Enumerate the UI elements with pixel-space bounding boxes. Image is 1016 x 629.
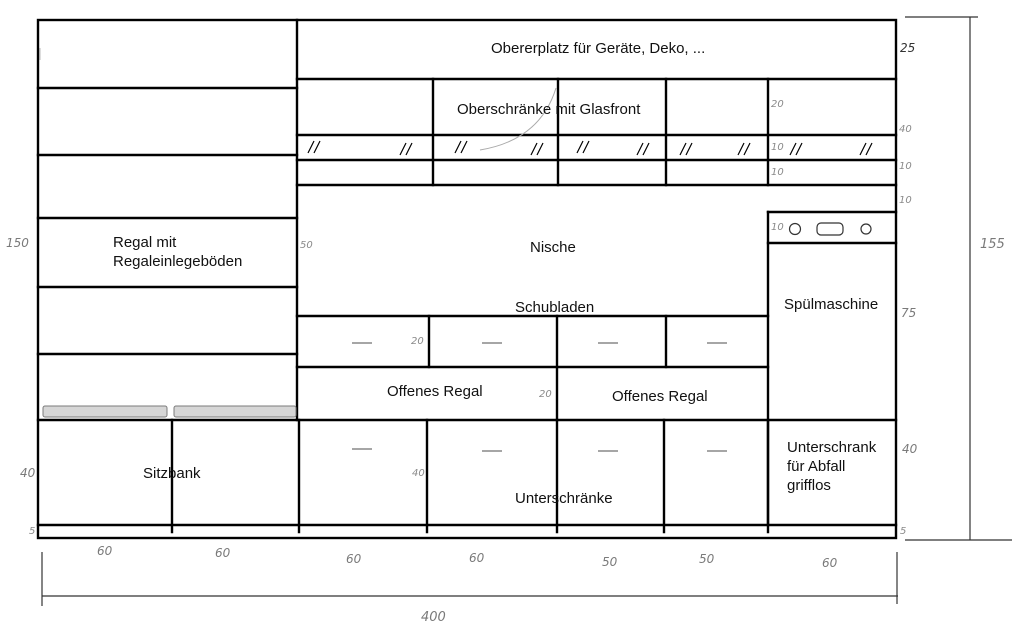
bench-cushions	[43, 406, 296, 417]
open-shelf-label: Offenes Regal	[612, 388, 708, 405]
top-storage-label: Obererplatz für Geräte, Deko, ...	[491, 40, 706, 57]
dim-glass-cabinet: 10	[771, 167, 784, 178]
dim-height: 75	[901, 306, 917, 320]
dishwasher-label: Spülmaschine	[784, 296, 879, 313]
dim-height: 40	[899, 124, 912, 135]
dim-cabinet-height: 40	[412, 468, 425, 479]
lower-cabinets-label: Unterschränke	[515, 490, 613, 507]
dim-height: 25	[900, 41, 916, 55]
dim-height: 40	[902, 442, 918, 456]
dim-width: 60	[469, 551, 485, 565]
waste-cabinet-label: Unterschrank für Abfall grifflos	[787, 439, 877, 494]
dim-open-shelf-height: 20	[539, 389, 552, 400]
dim-width: 50	[699, 552, 715, 566]
dim-shelf-height: 150	[6, 236, 29, 250]
dim-width: 60	[346, 552, 362, 566]
dim-height: 10	[899, 195, 912, 206]
niche-label: Nische	[530, 239, 576, 256]
dishwasher-controls	[790, 223, 872, 235]
dim-width: 60	[215, 546, 231, 560]
open-shelf-label: Offenes Regal	[387, 383, 483, 400]
dim-glass-cabinet: 10	[771, 142, 784, 153]
dim-width: 60	[822, 556, 838, 570]
dim-height: 5	[900, 526, 907, 537]
dim-niche-height: 50	[300, 240, 313, 251]
dim-dishwasher: 10	[771, 222, 784, 233]
door-swing-arc	[480, 88, 556, 150]
dim-height: 10	[899, 161, 912, 172]
shelf-label: Regal mit Regaleinlegeböden	[113, 234, 243, 270]
drawers-label: Schubladen	[515, 299, 595, 316]
dim-drawer-height: 20	[411, 336, 424, 347]
dim-width: 60	[97, 544, 113, 558]
dim-total-width: 400	[421, 610, 446, 625]
dim-height: 5	[29, 526, 36, 537]
bench-label: Sitzbank	[143, 465, 201, 482]
upper-cabinets-label: Oberschränke mit Glasfront	[457, 101, 641, 118]
dim-total-height: 155	[980, 237, 1005, 252]
dim-width: 50	[602, 555, 618, 569]
dim-bench-height: 40	[20, 466, 36, 480]
dim-glass-cabinet: 20	[771, 99, 784, 110]
glass-hatch	[308, 141, 872, 155]
